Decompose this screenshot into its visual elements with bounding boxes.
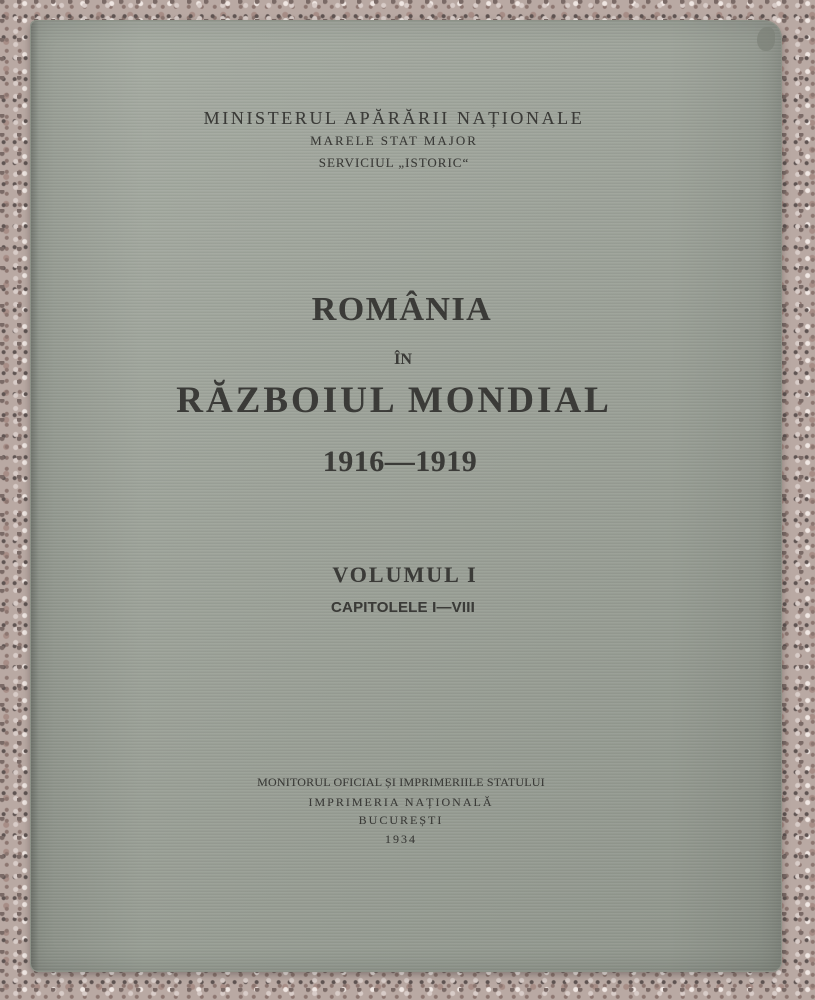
publication-year: 1934 — [385, 832, 417, 846]
book-title-line-2: ÎN — [394, 351, 412, 368]
chapters-label: CAPITOLELE I—VIII — [331, 599, 475, 616]
war-years: 1916—1919 — [322, 445, 478, 478]
publisher-line-2: IMPRIMERIA NAȚIONALĂ — [308, 795, 494, 809]
publisher-line-1: MONITORUL OFICIAL ȘI IMPRIMERIILE STATULUI — [257, 775, 545, 789]
general-staff-heading: MARELE STAT MAJOR — [310, 133, 478, 148]
publisher-city: BUCUREȘTI — [358, 813, 444, 827]
volume-label: VOLUMUL I — [332, 562, 478, 587]
ministry-heading: MINISTERUL APĂRĂRII NAȚIONALE — [203, 108, 585, 128]
historical-service-heading: SERVICIUL „ISTORIC“ — [318, 155, 470, 170]
book-title-line-1: ROMÂNIA — [311, 291, 493, 328]
book-cover — [30, 20, 782, 972]
book-title-line-3: RĂZBOIUL MONDIAL — [176, 380, 612, 421]
